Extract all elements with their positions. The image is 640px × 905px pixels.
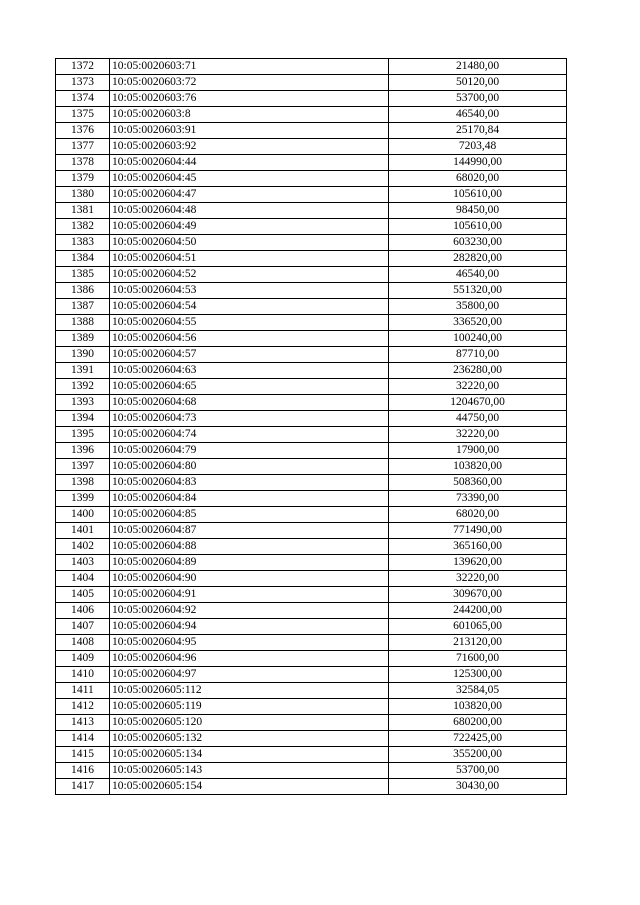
table-row bbox=[56, 283, 567, 299]
row-number-cell: 1402 bbox=[56, 539, 110, 555]
cadastral-number-cell: 10:05:0020604:94 bbox=[110, 619, 389, 635]
cadastral-number-cell: 10:05:0020605:132 bbox=[110, 731, 389, 747]
cadastral-number-cell: 10:05:0020604:95 bbox=[110, 635, 389, 651]
cadastral-number-cell: 10:05:0020604:51 bbox=[110, 251, 389, 267]
row-number-cell: 1377 bbox=[56, 139, 110, 155]
cadastral-number-cell: 10:05:0020603:71 bbox=[110, 59, 389, 75]
cadastral-number-cell: 10:05:0020604:56 bbox=[110, 331, 389, 347]
table-row bbox=[56, 523, 567, 539]
table-row bbox=[56, 155, 567, 171]
row-number-cell: 1390 bbox=[56, 347, 110, 363]
table-row bbox=[56, 315, 567, 331]
value-cell: 53700,00 bbox=[389, 763, 567, 779]
cadastral-number-cell: 10:05:0020603:91 bbox=[110, 123, 389, 139]
table-row bbox=[56, 491, 567, 507]
value-cell: 21480,00 bbox=[389, 59, 567, 75]
table-row bbox=[56, 267, 567, 283]
row-number-cell: 1387 bbox=[56, 299, 110, 315]
value-cell: 32220,00 bbox=[389, 379, 567, 395]
cadastral-number-cell: 10:05:0020604:44 bbox=[110, 155, 389, 171]
value-cell: 103820,00 bbox=[389, 699, 567, 715]
cadastral-value-table bbox=[55, 58, 567, 795]
row-number-cell: 1416 bbox=[56, 763, 110, 779]
value-cell: 68020,00 bbox=[389, 507, 567, 523]
value-cell: 32584,05 bbox=[389, 683, 567, 699]
value-cell: 68020,00 bbox=[389, 171, 567, 187]
value-cell: 680200,00 bbox=[389, 715, 567, 731]
value-cell: 87710,00 bbox=[389, 347, 567, 363]
value-cell: 139620,00 bbox=[389, 555, 567, 571]
table-row bbox=[56, 635, 567, 651]
row-number-cell: 1410 bbox=[56, 667, 110, 683]
cadastral-number-cell: 10:05:0020604:73 bbox=[110, 411, 389, 427]
value-cell: 73390,00 bbox=[389, 491, 567, 507]
table-row bbox=[56, 123, 567, 139]
row-number-cell: 1407 bbox=[56, 619, 110, 635]
cadastral-number-cell: 10:05:0020605:120 bbox=[110, 715, 389, 731]
value-cell: 7203,48 bbox=[389, 139, 567, 155]
table-row bbox=[56, 715, 567, 731]
cadastral-number-cell: 10:05:0020604:45 bbox=[110, 171, 389, 187]
table-row bbox=[56, 619, 567, 635]
cadastral-number-cell: 10:05:0020605:134 bbox=[110, 747, 389, 763]
table-row bbox=[56, 603, 567, 619]
cadastral-number-cell: 10:05:0020604:68 bbox=[110, 395, 389, 411]
cadastral-number-cell: 10:05:0020603:92 bbox=[110, 139, 389, 155]
cadastral-number-cell: 10:05:0020605:143 bbox=[110, 763, 389, 779]
row-number-cell: 1386 bbox=[56, 283, 110, 299]
value-cell: 771490,00 bbox=[389, 523, 567, 539]
table-row bbox=[56, 363, 567, 379]
row-number-cell: 1412 bbox=[56, 699, 110, 715]
value-cell: 46540,00 bbox=[389, 107, 567, 123]
value-cell: 35800,00 bbox=[389, 299, 567, 315]
value-cell: 30430,00 bbox=[389, 779, 567, 795]
cadastral-number-cell: 10:05:0020604:54 bbox=[110, 299, 389, 315]
table-row bbox=[56, 427, 567, 443]
value-cell: 1204670,00 bbox=[389, 395, 567, 411]
table-row bbox=[56, 651, 567, 667]
row-number-cell: 1394 bbox=[56, 411, 110, 427]
row-number-cell: 1399 bbox=[56, 491, 110, 507]
value-cell: 32220,00 bbox=[389, 571, 567, 587]
value-cell: 722425,00 bbox=[389, 731, 567, 747]
table-row bbox=[56, 251, 567, 267]
row-number-cell: 1373 bbox=[56, 75, 110, 91]
cadastral-number-cell: 10:05:0020604:87 bbox=[110, 523, 389, 539]
cadastral-number-cell: 10:05:0020604:52 bbox=[110, 267, 389, 283]
value-cell: 71600,00 bbox=[389, 651, 567, 667]
row-number-cell: 1397 bbox=[56, 459, 110, 475]
row-number-cell: 1405 bbox=[56, 587, 110, 603]
row-number-cell: 1388 bbox=[56, 315, 110, 331]
cadastral-number-cell: 10:05:0020604:50 bbox=[110, 235, 389, 251]
table-row bbox=[56, 107, 567, 123]
cadastral-number-cell: 10:05:0020604:63 bbox=[110, 363, 389, 379]
table-row bbox=[56, 395, 567, 411]
cadastral-number-cell: 10:05:0020603:8 bbox=[110, 107, 389, 123]
cadastral-number-cell: 10:05:0020603:76 bbox=[110, 91, 389, 107]
row-number-cell: 1396 bbox=[56, 443, 110, 459]
cadastral-number-cell: 10:05:0020604:53 bbox=[110, 283, 389, 299]
row-number-cell: 1417 bbox=[56, 779, 110, 795]
cadastral-number-cell: 10:05:0020604:48 bbox=[110, 203, 389, 219]
cadastral-number-cell: 10:05:0020604:85 bbox=[110, 507, 389, 523]
cadastral-number-cell: 10:05:0020605:119 bbox=[110, 699, 389, 715]
value-cell: 236280,00 bbox=[389, 363, 567, 379]
table-row bbox=[56, 571, 567, 587]
table-row bbox=[56, 75, 567, 91]
row-number-cell: 1391 bbox=[56, 363, 110, 379]
table-body bbox=[56, 59, 567, 795]
value-cell: 50120,00 bbox=[389, 75, 567, 91]
row-number-cell: 1401 bbox=[56, 523, 110, 539]
value-cell: 336520,00 bbox=[389, 315, 567, 331]
cadastral-number-cell: 10:05:0020603:72 bbox=[110, 75, 389, 91]
table-row bbox=[56, 667, 567, 683]
table-row bbox=[56, 555, 567, 571]
row-number-cell: 1392 bbox=[56, 379, 110, 395]
value-cell: 17900,00 bbox=[389, 443, 567, 459]
cadastral-number-cell: 10:05:0020604:65 bbox=[110, 379, 389, 395]
cadastral-number-cell: 10:05:0020604:89 bbox=[110, 555, 389, 571]
cadastral-number-cell: 10:05:0020604:97 bbox=[110, 667, 389, 683]
row-number-cell: 1372 bbox=[56, 59, 110, 75]
row-number-cell: 1398 bbox=[56, 475, 110, 491]
cadastral-number-cell: 10:05:0020604:74 bbox=[110, 427, 389, 443]
cadastral-number-cell: 10:05:0020604:79 bbox=[110, 443, 389, 459]
value-cell: 125300,00 bbox=[389, 667, 567, 683]
value-cell: 100240,00 bbox=[389, 331, 567, 347]
row-number-cell: 1406 bbox=[56, 603, 110, 619]
value-cell: 309670,00 bbox=[389, 587, 567, 603]
value-cell: 105610,00 bbox=[389, 187, 567, 203]
value-cell: 98450,00 bbox=[389, 203, 567, 219]
row-number-cell: 1385 bbox=[56, 267, 110, 283]
row-number-cell: 1389 bbox=[56, 331, 110, 347]
value-cell: 25170,84 bbox=[389, 123, 567, 139]
table-row bbox=[56, 475, 567, 491]
row-number-cell: 1415 bbox=[56, 747, 110, 763]
cadastral-number-cell: 10:05:0020604:88 bbox=[110, 539, 389, 555]
table-row bbox=[56, 203, 567, 219]
row-number-cell: 1378 bbox=[56, 155, 110, 171]
table-row bbox=[56, 219, 567, 235]
value-cell: 105610,00 bbox=[389, 219, 567, 235]
cadastral-number-cell: 10:05:0020604:49 bbox=[110, 219, 389, 235]
row-number-cell: 1376 bbox=[56, 123, 110, 139]
row-number-cell: 1374 bbox=[56, 91, 110, 107]
row-number-cell: 1409 bbox=[56, 651, 110, 667]
row-number-cell: 1382 bbox=[56, 219, 110, 235]
table-row bbox=[56, 587, 567, 603]
table-row bbox=[56, 299, 567, 315]
row-number-cell: 1400 bbox=[56, 507, 110, 523]
table-row bbox=[56, 459, 567, 475]
value-cell: 603230,00 bbox=[389, 235, 567, 251]
table-row bbox=[56, 779, 567, 795]
row-number-cell: 1379 bbox=[56, 171, 110, 187]
cadastral-number-cell: 10:05:0020604:91 bbox=[110, 587, 389, 603]
row-number-cell: 1403 bbox=[56, 555, 110, 571]
value-cell: 53700,00 bbox=[389, 91, 567, 107]
cadastral-number-cell: 10:05:0020604:96 bbox=[110, 651, 389, 667]
cadastral-number-cell: 10:05:0020605:154 bbox=[110, 779, 389, 795]
table-row bbox=[56, 507, 567, 523]
row-number-cell: 1395 bbox=[56, 427, 110, 443]
row-number-cell: 1393 bbox=[56, 395, 110, 411]
row-number-cell: 1383 bbox=[56, 235, 110, 251]
row-number-cell: 1375 bbox=[56, 107, 110, 123]
value-cell: 551320,00 bbox=[389, 283, 567, 299]
table-row bbox=[56, 187, 567, 203]
cadastral-number-cell: 10:05:0020605:112 bbox=[110, 683, 389, 699]
table-row bbox=[56, 331, 567, 347]
cadastral-number-cell: 10:05:0020604:47 bbox=[110, 187, 389, 203]
table-row bbox=[56, 763, 567, 779]
table-row bbox=[56, 139, 567, 155]
value-cell: 601065,00 bbox=[389, 619, 567, 635]
cadastral-number-cell: 10:05:0020604:55 bbox=[110, 315, 389, 331]
table-row bbox=[56, 379, 567, 395]
value-cell: 244200,00 bbox=[389, 603, 567, 619]
value-cell: 44750,00 bbox=[389, 411, 567, 427]
table-row bbox=[56, 411, 567, 427]
value-cell: 365160,00 bbox=[389, 539, 567, 555]
value-cell: 355200,00 bbox=[389, 747, 567, 763]
table-row bbox=[56, 731, 567, 747]
table-row bbox=[56, 699, 567, 715]
row-number-cell: 1381 bbox=[56, 203, 110, 219]
row-number-cell: 1380 bbox=[56, 187, 110, 203]
table-row bbox=[56, 683, 567, 699]
table-row bbox=[56, 747, 567, 763]
cadastral-number-cell: 10:05:0020604:57 bbox=[110, 347, 389, 363]
row-number-cell: 1384 bbox=[56, 251, 110, 267]
value-cell: 144990,00 bbox=[389, 155, 567, 171]
value-cell: 213120,00 bbox=[389, 635, 567, 651]
table-row bbox=[56, 59, 567, 75]
value-cell: 282820,00 bbox=[389, 251, 567, 267]
row-number-cell: 1414 bbox=[56, 731, 110, 747]
row-number-cell: 1411 bbox=[56, 683, 110, 699]
value-cell: 103820,00 bbox=[389, 459, 567, 475]
table-row bbox=[56, 235, 567, 251]
table-row bbox=[56, 171, 567, 187]
cadastral-number-cell: 10:05:0020604:84 bbox=[110, 491, 389, 507]
table-row bbox=[56, 539, 567, 555]
value-cell: 32220,00 bbox=[389, 427, 567, 443]
value-cell: 508360,00 bbox=[389, 475, 567, 491]
cadastral-number-cell: 10:05:0020604:92 bbox=[110, 603, 389, 619]
table-row bbox=[56, 91, 567, 107]
table-row bbox=[56, 443, 567, 459]
row-number-cell: 1404 bbox=[56, 571, 110, 587]
cadastral-number-cell: 10:05:0020604:90 bbox=[110, 571, 389, 587]
row-number-cell: 1408 bbox=[56, 635, 110, 651]
table-row bbox=[56, 347, 567, 363]
cadastral-number-cell: 10:05:0020604:80 bbox=[110, 459, 389, 475]
value-cell: 46540,00 bbox=[389, 267, 567, 283]
cadastral-number-cell: 10:05:0020604:83 bbox=[110, 475, 389, 491]
row-number-cell: 1413 bbox=[56, 715, 110, 731]
